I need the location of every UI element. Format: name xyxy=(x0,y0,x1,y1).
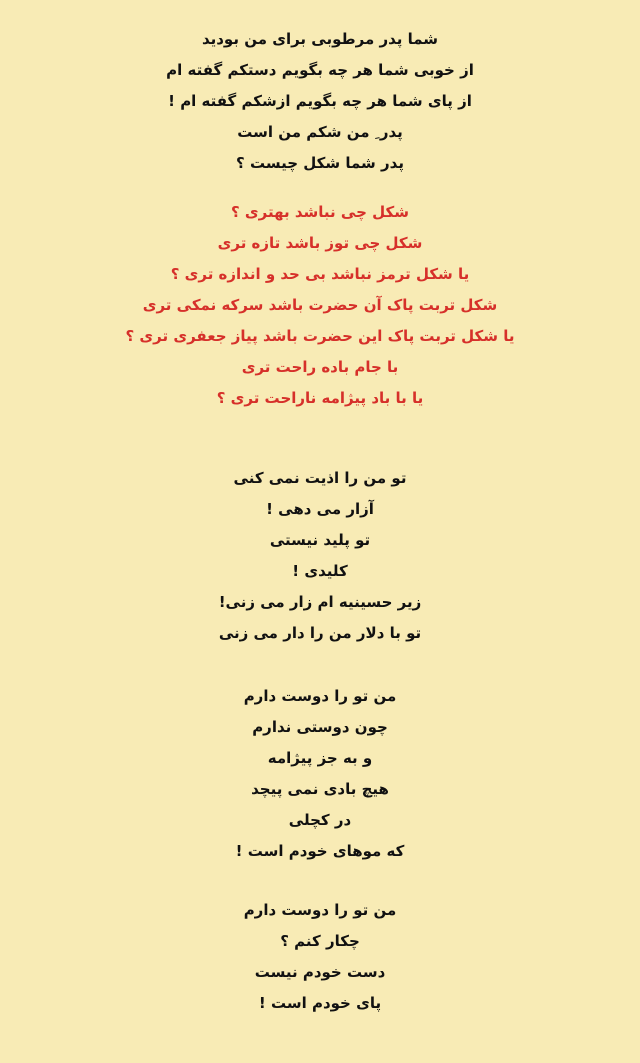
poem-line: شما پدر مرطوبی برای من بودید xyxy=(201,30,439,48)
poem-line: و به جز پیژامه xyxy=(267,749,373,767)
poem-line: که موهای خودم است ! xyxy=(235,842,405,860)
poem-line: پدر ِ من شکم من است xyxy=(237,123,403,141)
poem-line: پای خودم است ! xyxy=(258,994,382,1012)
poem-line: کلیدی ! xyxy=(292,562,348,580)
poem-line: با جام باده راحت تری xyxy=(241,358,399,376)
poem-line: چون دوستی ندارم xyxy=(252,718,388,736)
poem-line: از پای شما هر چه بگویم ازشکم گفته ام ! xyxy=(168,92,472,110)
poem-line: پدر شما شکل چیست ؟ xyxy=(236,154,404,172)
poem-line: آزار می دهی ! xyxy=(266,500,374,518)
poem-line: یا با باد پیژامه ناراحت تری ؟ xyxy=(216,389,424,407)
poem-line: تو پلید نیستی xyxy=(269,531,371,549)
poem-line: هیچ بادی نمی پیچد xyxy=(251,780,389,798)
poem-line: شکل چی نباشد بهتری ؟ xyxy=(231,203,409,221)
poem-line: دست خودم نیست xyxy=(254,963,386,981)
stanza-1 xyxy=(0,0,640,179)
poem-line: من تو را دوست دارم xyxy=(243,901,397,919)
poem-line: یا شکل ترمز نباشد بی حد و اندازه تری ؟ xyxy=(170,265,470,283)
poem-line: شکل چی توز باشد تازه تری xyxy=(217,234,423,252)
stanza-3 xyxy=(0,463,640,649)
poem-line: یا شکل تربت پاک این حضرت باشد پیاز جعفری تری ؟ xyxy=(125,327,515,345)
poem-line: شکل تربت پاک آن حضرت باشد سرکه نمکی تری xyxy=(142,296,498,314)
poem-line: چکار کنم ؟ xyxy=(280,932,360,950)
poem-line: تو من را اذیت نمی کنی xyxy=(233,469,407,487)
stanza-2-red xyxy=(0,197,640,414)
poem-line: زیر حسینیه ام زار می زنی! xyxy=(218,593,422,611)
stanza-4 xyxy=(0,681,640,867)
poem-line: در کچلی xyxy=(288,811,352,829)
poem-line: از خوبی شما هر چه بگویم دستکم گفته ام xyxy=(166,61,474,79)
poem-line: تو با دلار من را دار می زنی xyxy=(218,624,422,642)
poem-line: من تو را دوست دارم xyxy=(243,687,397,705)
stanza-5 xyxy=(0,895,640,1019)
